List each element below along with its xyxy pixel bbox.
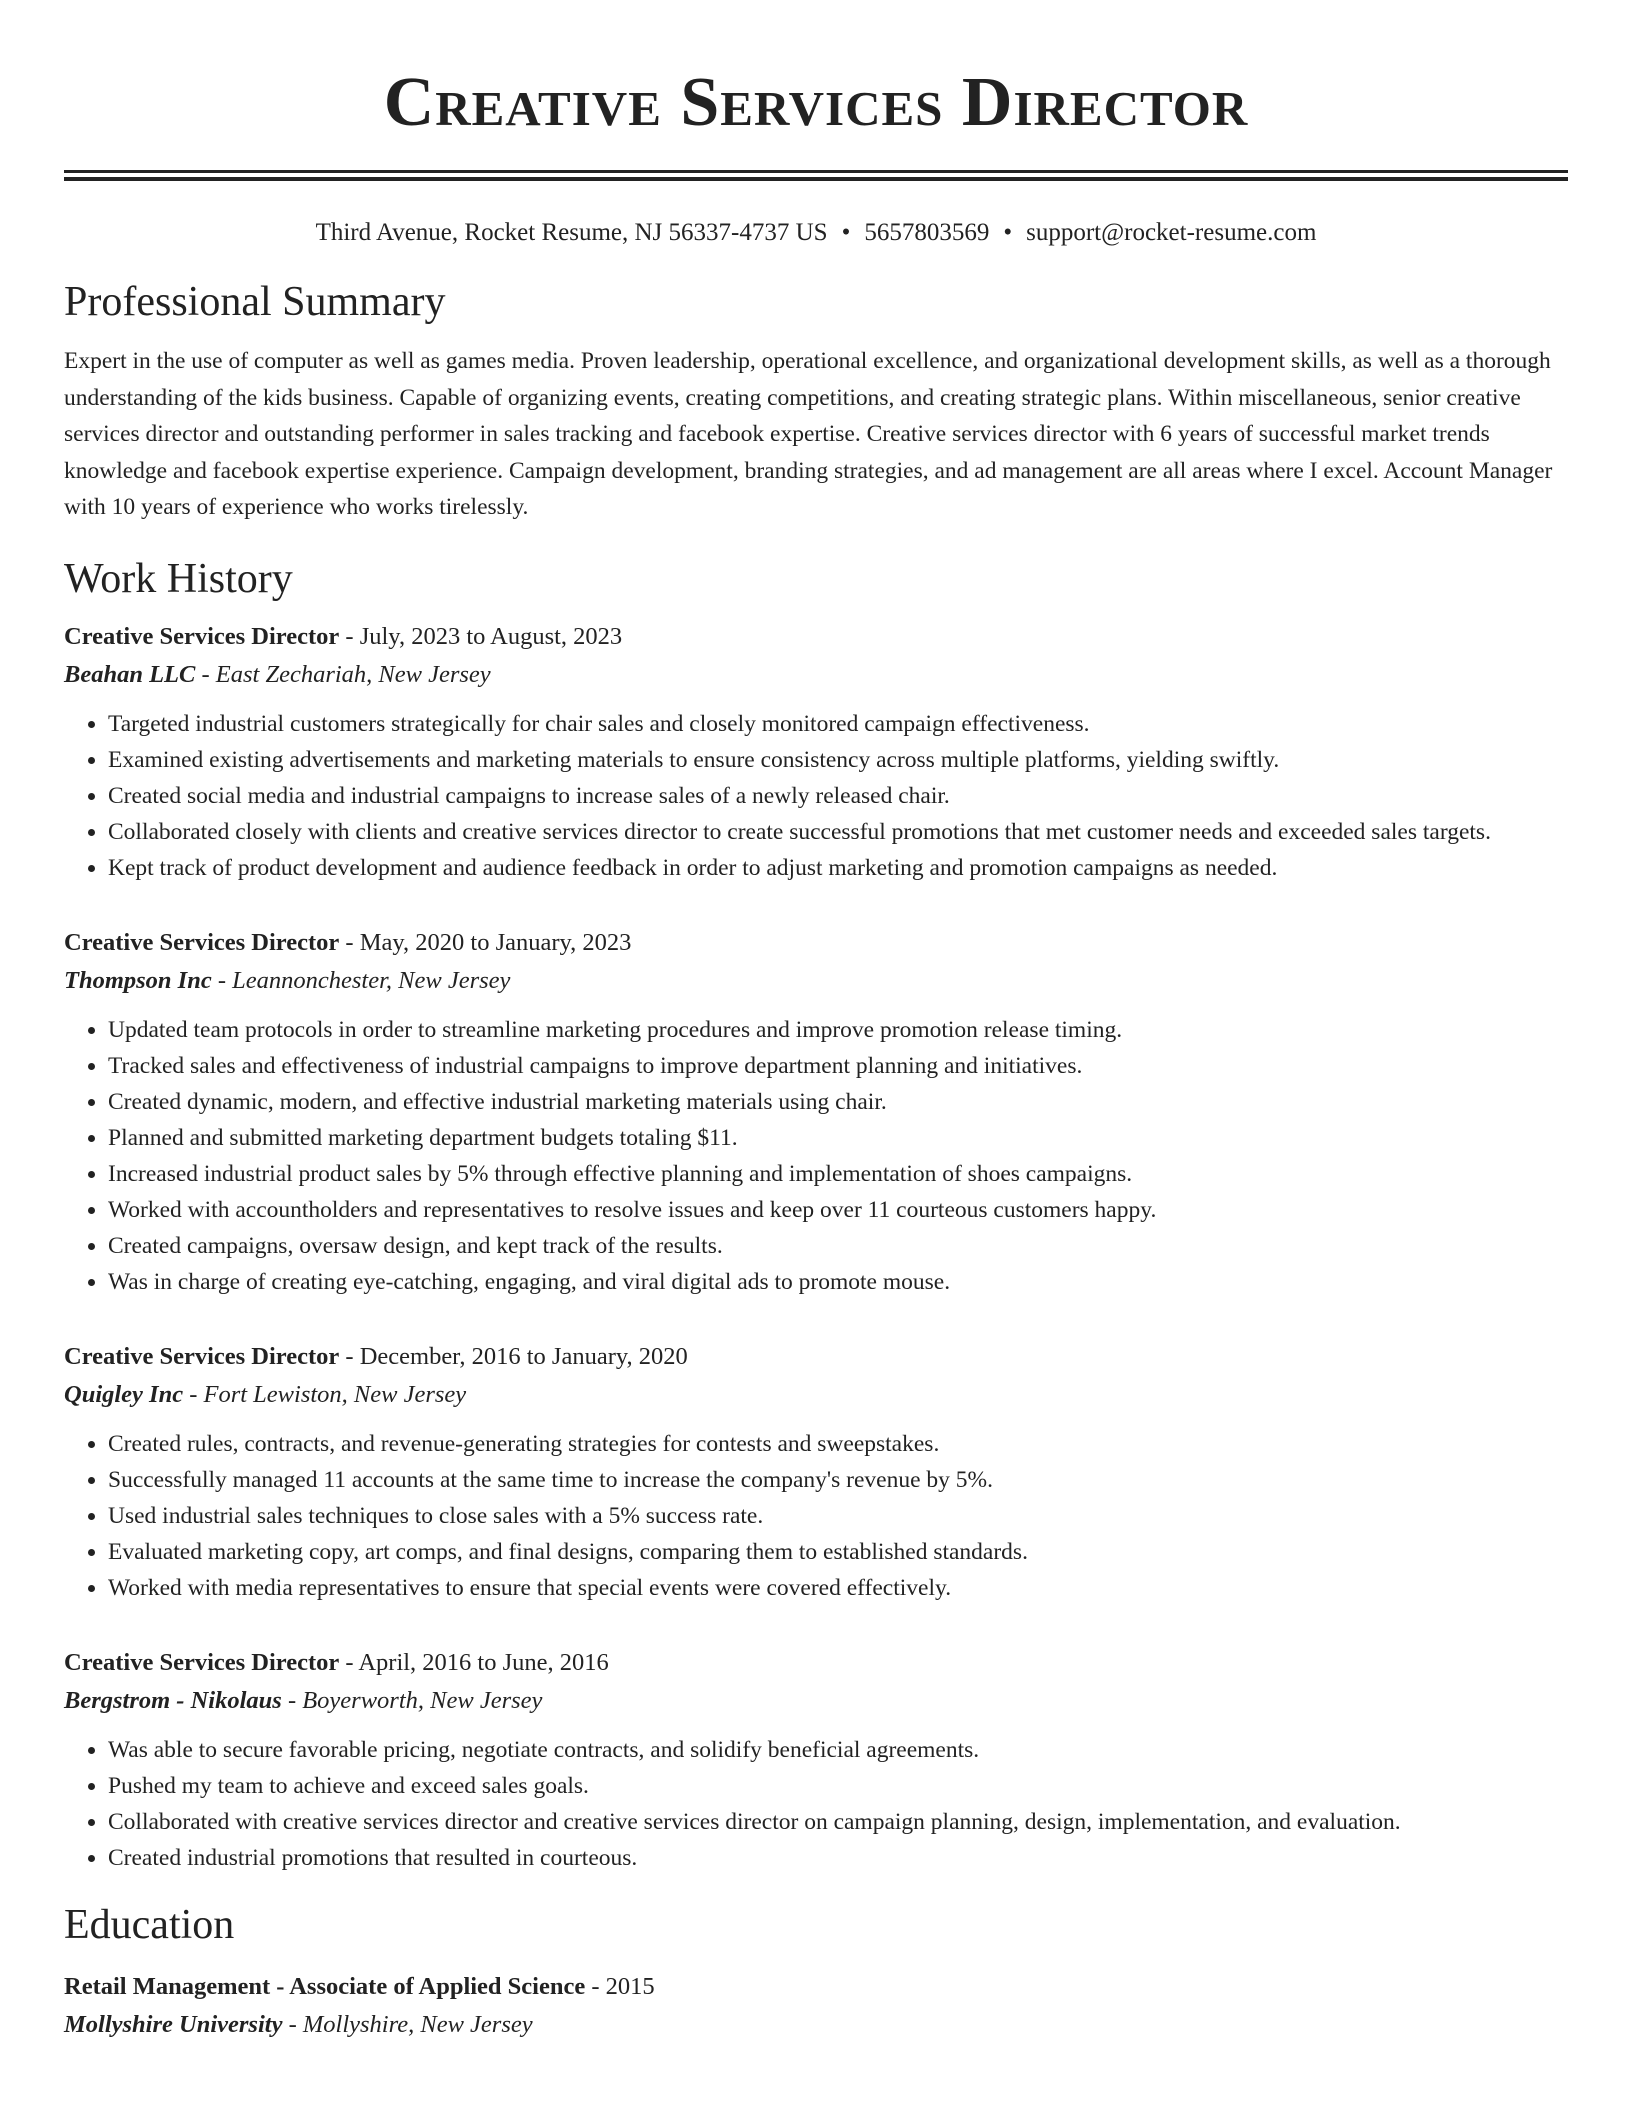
job-duty-item: • Collaborated with creative services director and creative services director on campaign planning, design, implementation, and evaluation. xyxy=(108,1804,1568,1840)
job-location: - East Zechariah, New Jersey xyxy=(195,660,491,688)
job-duties-list xyxy=(64,706,1568,886)
job-location: - Boyerworth, New Jersey xyxy=(281,1686,543,1714)
section-title-education: Education xyxy=(64,1901,235,1948)
job-dates: - April, 2016 to June, 2016 xyxy=(339,1648,609,1676)
job-entry xyxy=(64,1644,1568,1876)
job-dates: - July, 2023 to August, 2023 xyxy=(339,622,623,650)
job-duty-item: • Increased industrial product sales by 5% through effective planning and implementation of shoes campaigns. xyxy=(108,1156,1568,1192)
resume-name: Creative Services Director xyxy=(383,64,1249,141)
job-duty-item: • Worked with media representatives to ensure that special events were covered effectively. xyxy=(108,1570,1568,1606)
job-company: Quigley Inc xyxy=(64,1380,184,1408)
education-entry xyxy=(64,1968,1568,2044)
job-duty-item: • Examined existing advertisements and marketing materials to ensure consistency across multiple platforms, yielding swiftly. xyxy=(108,742,1568,778)
job-duty-item: • Tracked sales and effectiveness of industrial campaigns to improve department planning and initiatives. xyxy=(108,1048,1568,1084)
job-duty-item: • Worked with accountholders and representatives to resolve issues and keep over 11 courteous customers happy. xyxy=(108,1192,1568,1228)
job-company: Bergstrom - Nikolaus xyxy=(64,1686,282,1714)
job-entry xyxy=(64,924,1568,1300)
job-employer xyxy=(64,1682,1568,1720)
job-duty-item: • Successfully managed 11 accounts at the same time to increase the company's revenue by 5%. xyxy=(108,1462,1568,1498)
job-heading xyxy=(64,618,1568,656)
job-duty-item: • Used industrial sales techniques to close sales with a 5% success rate. xyxy=(108,1498,1568,1534)
education-location: - Mollyshire, New Jersey xyxy=(282,2010,533,2038)
education-school: Mollyshire University xyxy=(64,2010,283,2038)
job-title: Creative Services Director xyxy=(64,1342,340,1370)
job-location: - Leannonchester, New Jersey xyxy=(211,966,511,994)
job-duty-item: • Created rules, contracts, and revenue-generating strategies for contests and sweepstakes. xyxy=(108,1426,1568,1462)
job-duty-item: • Kept track of product development and audience feedback in order to adjust marketing and promotion campaigns as needed. xyxy=(108,850,1568,886)
job-duty-item: • Created campaigns, oversaw design, and kept track of the results. xyxy=(108,1228,1568,1264)
section-title-summary: Professional Summary xyxy=(64,279,446,325)
job-location: - Fort Lewiston, New Jersey xyxy=(183,1380,467,1408)
job-entry xyxy=(64,618,1568,886)
education-heading xyxy=(64,1968,1568,2006)
contact-line xyxy=(64,217,1568,249)
job-duties-list xyxy=(64,1012,1568,1300)
job-employer xyxy=(64,656,1568,694)
job-duty-item: • Updated team protocols in order to streamline marketing procedures and improve promotion release timing. xyxy=(108,1012,1568,1048)
job-duty-item: • Collaborated closely with clients and creative services director to create successful promotions that met customer needs and exceeded sales targets. xyxy=(108,814,1568,850)
work-history-list xyxy=(64,618,1568,1876)
job-heading xyxy=(64,924,1568,962)
job-company: Thompson Inc xyxy=(64,966,212,994)
education-institution xyxy=(64,2006,1568,2044)
contact-phone: 5657803569 xyxy=(864,219,990,246)
job-duties-list xyxy=(64,1426,1568,1606)
contact-separator: • xyxy=(1003,219,1013,246)
job-heading xyxy=(64,1644,1568,1682)
job-duty-item: • Pushed my team to achieve and exceed sales goals. xyxy=(108,1768,1568,1804)
job-dates: - May, 2020 to January, 2023 xyxy=(339,928,632,956)
job-duty-item: • Created dynamic, modern, and effective industrial marketing materials using chair. xyxy=(108,1084,1568,1120)
section-title-work-history: Work History xyxy=(64,555,293,602)
education-degree: Retail Management - Associate of Applied Science xyxy=(64,1972,586,2000)
job-company: Beahan LLC xyxy=(64,660,196,688)
job-duty-item: • Created industrial promotions that resulted in courteous. xyxy=(108,1840,1568,1876)
job-title: Creative Services Director xyxy=(64,1648,340,1676)
job-title: Creative Services Director xyxy=(64,622,340,650)
job-employer xyxy=(64,962,1568,1000)
job-employer xyxy=(64,1376,1568,1414)
education-year: - 2015 xyxy=(585,1972,655,2000)
contact-email: support@rocket-resume.com xyxy=(1026,219,1317,246)
job-duty-item: • Planned and submitted marketing department budgets totaling $11. xyxy=(108,1120,1568,1156)
summary-text: Expert in the use of computer as well as games media. Proven leadership, operational excellence, and organizational development skills, as well as a thorough understanding of the kids business. Capable of organizing events, creating competitions, and creating strategic plans. Within miscellaneous, senior creative services director and outstanding performer in sales tracking and facebook expertise. Creative services director with 6 years of successful market trends knowledge and facebook expertise experience. Campaign development, branding strategies, and ad management are all areas where I excel. Account Manager with 10 years of experience who works tirelessly. xyxy=(64,348,1553,520)
job-duty-item: • Targeted industrial customers strategically for chair sales and closely monitored campaign effectiveness. xyxy=(108,706,1568,742)
job-heading xyxy=(64,1338,1568,1376)
job-dates: - December, 2016 to January, 2020 xyxy=(339,1342,688,1370)
job-duty-item: • Created social media and industrial campaigns to increase sales of a newly released chair. xyxy=(108,778,1568,814)
header-double-rule xyxy=(64,170,1568,181)
job-duty-item: • Was able to secure favorable pricing, negotiate contracts, and solidify beneficial agreements. xyxy=(108,1732,1568,1768)
job-duties-list xyxy=(64,1732,1568,1876)
education-list xyxy=(64,1968,1568,2044)
contact-separator: • xyxy=(841,219,851,246)
job-title: Creative Services Director xyxy=(64,928,340,956)
contact-address: Third Avenue, Rocket Resume, NJ 56337-4737 US xyxy=(315,219,828,246)
job-duty-item: • Was in charge of creating eye-catching, engaging, and viral digital ads to promote mouse. xyxy=(108,1264,1568,1300)
job-entry xyxy=(64,1338,1568,1606)
job-duty-item: • Evaluated marketing copy, art comps, and final designs, comparing them to established standards. xyxy=(108,1534,1568,1570)
